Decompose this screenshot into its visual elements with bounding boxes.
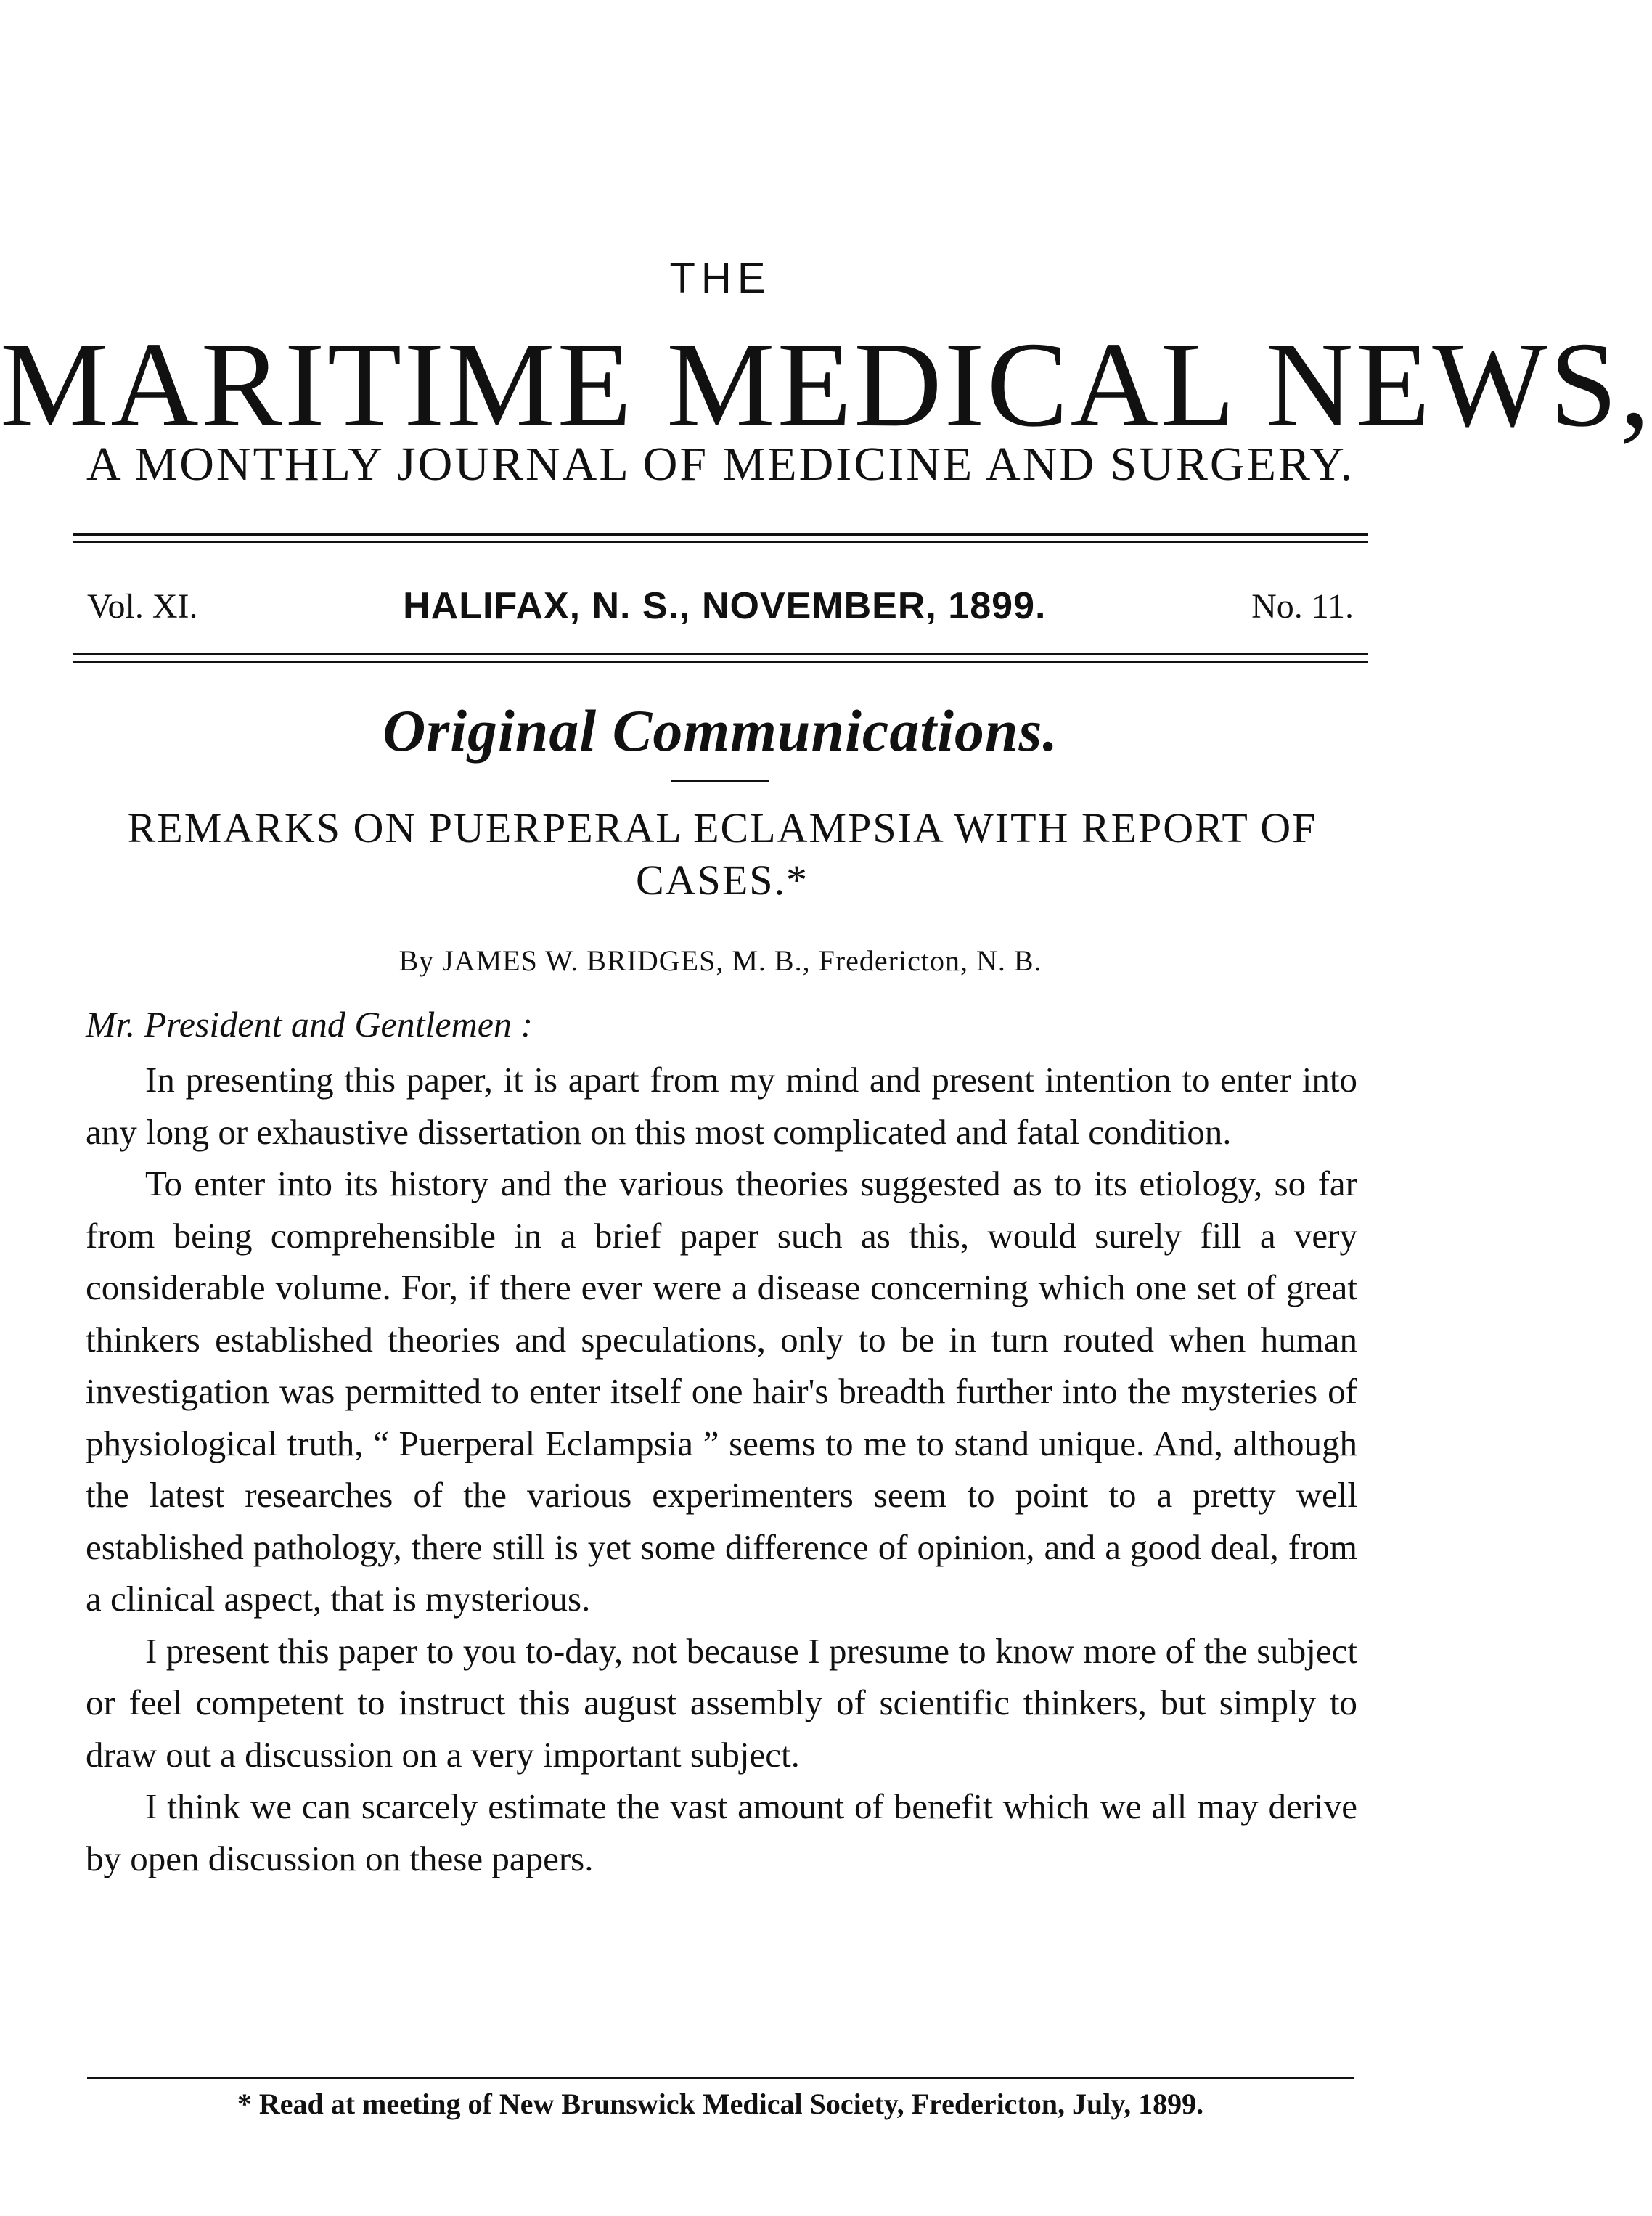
footnote-rule xyxy=(87,2077,1354,2079)
issue-rule-bottom xyxy=(73,661,1368,663)
paragraph: I present this paper to you to-day, not because I presume to know more of the subject or feel competent to instruct this august assembly of scientific thinkers, but simply to draw out a discussion on a very important subject. xyxy=(86,1630,1357,1775)
paragraph: I think we can scarcely estimate the vast amount of benefit which we all may derive by open discussion on these papers. xyxy=(86,1786,1357,1878)
masthead-rule-top xyxy=(73,533,1368,536)
section-heading: Original Communications. xyxy=(383,698,1058,764)
place-date-label: HALIFAX, N. S., NOVEMBER, 1899. xyxy=(403,585,1047,627)
article-byline: By JAMES W. BRIDGES, M. B., Fredericton, N. B. xyxy=(398,944,1042,977)
section-divider xyxy=(671,780,769,782)
issue-rule-bottom-inner xyxy=(73,653,1368,655)
article-title: REMARKS ON PUERPERAL ECLAMPSIA WITH REPORT OF CASES.* xyxy=(127,804,1317,904)
paragraph: To enter into its history and the various theories suggested as to its etiology, so far from being comprehensible in a brief paper such as this, would surely fill a very considerable volume. For, if there ever were a disease concerning which one set of great thinkers established theories and speculations, only to be in turn routed when human investigation was permitted to enter itself one hair's breadth further into the mysteries of physiological truth, “ Puerperal Eclampsia ” seems to me to stand unique. And, although the latest researches of the various experimenters seem to point to a pretty well established pathology, there still is yet some difference of opinion, and a good deal, from a clinical aspect, that is mysterious. xyxy=(86,1164,1357,1619)
article-body xyxy=(86,1054,1357,1884)
footnote: * Read at meeting of New Brunswick Medical Society, Fredericton, July, 1899. xyxy=(237,2088,1204,2120)
journal-subtitle: A MONTHLY JOURNAL OF MEDICINE AND SURGERY. xyxy=(86,438,1354,491)
issue-line xyxy=(87,581,1354,631)
salutation: Mr. President and Gentlemen : xyxy=(86,1004,533,1044)
paragraph: In presenting this paper, it is apart from my mind and present intention to enter into any long or exhaustive dissertation on this most complicated and fatal condition. xyxy=(86,1060,1357,1152)
masthead-the: THE xyxy=(669,255,772,302)
volume-label: Vol. XI. xyxy=(87,586,198,626)
issue-number-label: No. 11. xyxy=(1251,586,1354,626)
journal-title: MARITIME MEDICAL NEWS, xyxy=(0,317,1652,452)
masthead-rule-top-inner xyxy=(73,541,1368,543)
